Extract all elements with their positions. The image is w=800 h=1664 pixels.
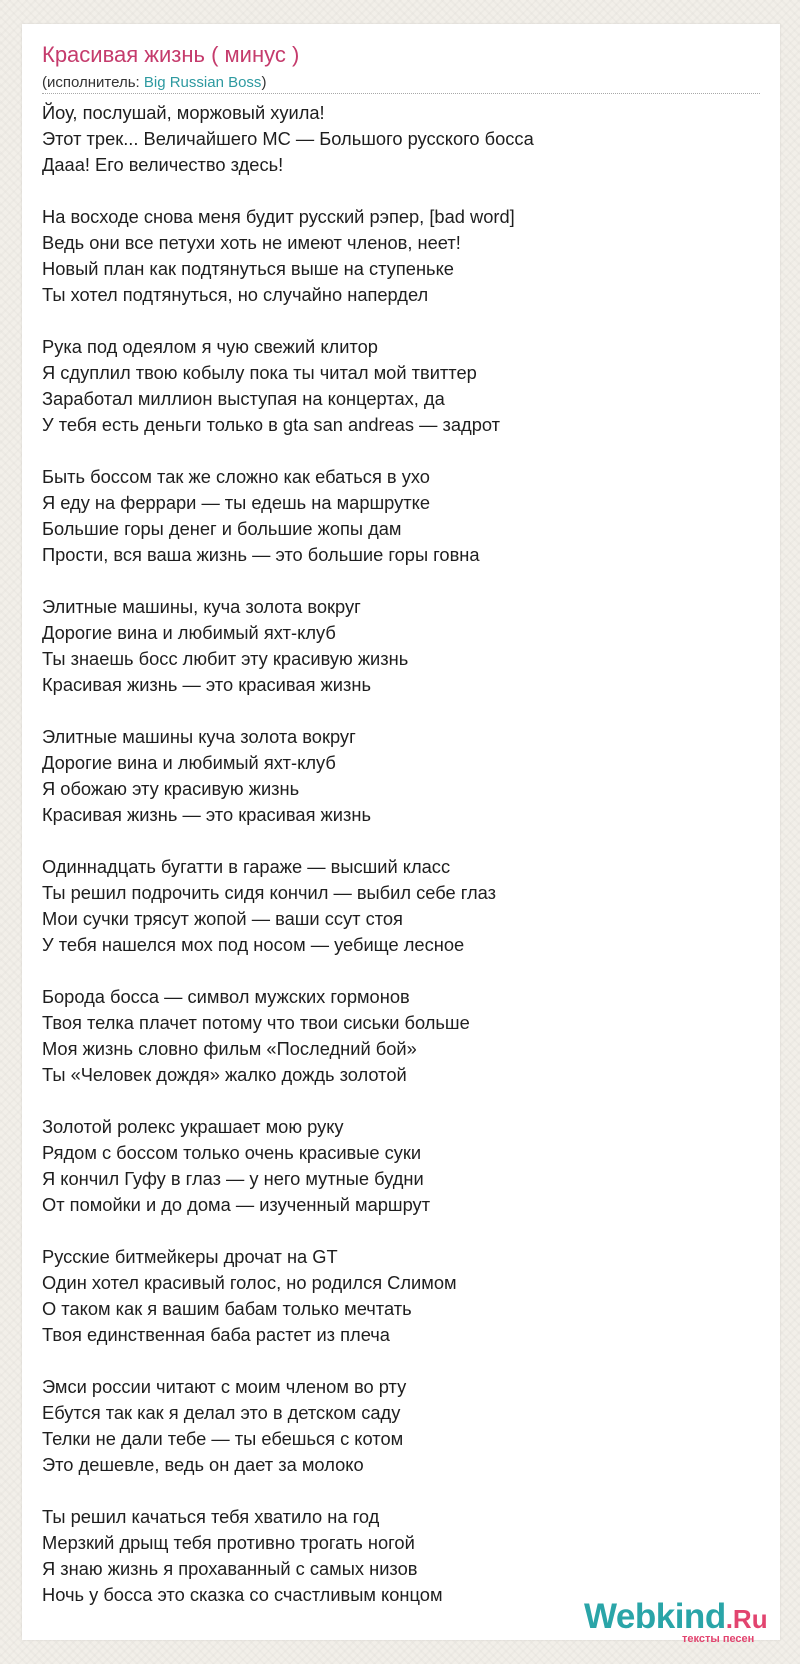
lyric-line: Красивая жизнь — это красивая жизнь	[42, 804, 371, 825]
lyric-line: Новый план как подтянуться выше на ступеньке	[42, 258, 454, 279]
artist-line	[42, 74, 266, 91]
lyrics-stanza	[42, 724, 762, 828]
lyrics-stanza	[42, 1244, 762, 1348]
lyric-line: Дорогие вина и любимый яхт-клуб	[42, 622, 336, 643]
lyric-line: Ты знаешь босс любит эту красивую жизнь	[42, 648, 409, 669]
lyric-line: От помойки и до дома — изученный маршрут	[42, 1194, 431, 1215]
artist-prefix: (исполнитель:	[42, 74, 144, 91]
site-logo[interactable]	[584, 1597, 794, 1647]
lyric-line: Мерзкий дрыщ тебя противно трогать ногой	[42, 1532, 415, 1553]
lyric-line: Ведь они все петухи хоть не имеют членов, неет!	[42, 232, 461, 253]
lyric-line: Ты хотел подтянуться, но случайно напердел	[42, 284, 429, 305]
lyric-line: Мои сучки трясут жопой — ваши ссут стоя	[42, 908, 403, 929]
artist-link[interactable]: Big Russian Boss	[143, 74, 262, 91]
lyric-line: Быть боссом так же сложно как ебаться в ухо	[42, 466, 430, 487]
lyric-line: Этот трек... Величайшего MC — Большого русского босса	[42, 128, 534, 149]
lyric-line: Золотой ролекс украшает мою руку	[42, 1116, 344, 1137]
lyric-line: Русские битмейкеры дрочат на GT	[42, 1246, 338, 1267]
lyrics-stanza	[42, 1114, 762, 1218]
lyric-line: Я еду на феррари — ты едешь на маршрутке	[42, 492, 431, 513]
lyrics-stanza	[42, 334, 762, 438]
lyric-line: Красивая жизнь — это красивая жизнь	[42, 674, 371, 695]
lyric-line: Рядом с боссом только очень красивые суки	[42, 1142, 422, 1163]
lyrics-stanza	[42, 1374, 762, 1478]
song-title: Красивая жизнь ( минус )	[42, 42, 300, 67]
lyric-line: Ты решил подрочить сидя кончил — выбил себе глаз	[42, 882, 496, 903]
lyric-line: Элитные машины, куча золота вокруг	[42, 596, 361, 617]
lyric-line: Моя жизнь словно фильм «Последний бой»	[42, 1038, 417, 1059]
lyric-line: Ты решил качаться тебя хватило на год	[42, 1506, 380, 1527]
lyric-line: Я знаю жизнь я прохаванный с самых низов	[42, 1558, 418, 1579]
lyric-line: Борода босса — символ мужских гормонов	[42, 986, 410, 1007]
lyrics-stanza	[42, 100, 762, 178]
lyric-line: Рука под одеялом я чую свежий клитор	[42, 336, 378, 357]
lyrics-stanza	[42, 984, 762, 1088]
lyric-line: Дааа! Его величество здесь!	[42, 154, 284, 175]
title-divider	[42, 93, 760, 94]
lyric-line: Большие горы денег и большие жопы дам	[42, 518, 402, 539]
lyric-line: Элитные машины куча золота вокруг	[42, 726, 356, 747]
lyric-line: Дорогие вина и любимый яхт-клуб	[42, 752, 336, 773]
logo-wordmark	[584, 1597, 768, 1637]
lyrics-stanza	[42, 854, 762, 958]
lyric-line: Заработал миллион выступая на концертах, да	[42, 388, 445, 409]
lyric-line: Ночь у босса это сказка со счастливым концом	[42, 1584, 443, 1605]
lyrics-stanza	[42, 594, 762, 698]
lyric-line: У тебя есть деньги только в gta san andreas — задрот	[42, 414, 501, 435]
lyric-line: Я обожаю эту красивую жизнь	[42, 778, 300, 799]
lyric-line: Я кончил Гуфу в глаз — у него мутные будни	[42, 1168, 424, 1189]
lyric-line: Я сдуплил твою кобылу пока ты читал мой твиттер	[42, 362, 477, 383]
lyric-line: Прости, вся ваша жизнь — это большие горы говна	[42, 544, 480, 565]
lyric-line: Ебутся так как я делал это в детском саду	[42, 1402, 401, 1423]
lyric-line: О таком как я вашим бабам только мечтать	[42, 1298, 412, 1319]
artist-suffix: )	[261, 74, 267, 91]
lyrics-stanza	[42, 1504, 762, 1608]
lyric-line: Йоу, послушай, моржовый хуила!	[42, 102, 325, 123]
lyric-line: Одиннадцать бугатти в гараже — высший класс	[42, 856, 451, 877]
lyric-line: Один хотел красивый голос, но родился Слимом	[42, 1272, 457, 1293]
lyric-line: На восходе снова меня будит русский рэпер, [bad word]	[42, 206, 515, 227]
lyrics-page	[22, 24, 780, 1645]
lyric-line: Твоя телка плачет потому что твои сиськи больше	[42, 1012, 470, 1033]
lyric-line: Эмси россии читают с моим членом во рту	[42, 1376, 407, 1397]
lyric-line: Твоя единственная баба растет из плеча	[42, 1324, 390, 1345]
lyric-line: Это дешевле, ведь он дает за молоко	[42, 1454, 364, 1475]
lyrics-body	[42, 100, 762, 1634]
logo-tld: .Ru	[725, 1604, 768, 1634]
lyric-line: Телки не дали тебе — ты ебешься с котом	[42, 1428, 404, 1449]
logo-name: Webkind	[584, 1597, 726, 1636]
lyrics-stanza	[42, 204, 762, 308]
lyric-line: У тебя нашелся мох под носом — уебище лесное	[42, 934, 465, 955]
logo-tagline: тексты песен	[682, 1633, 755, 1645]
lyrics-stanza	[42, 464, 762, 568]
lyric-line: Ты «Человек дождя» жалко дождь золотой	[42, 1064, 407, 1085]
